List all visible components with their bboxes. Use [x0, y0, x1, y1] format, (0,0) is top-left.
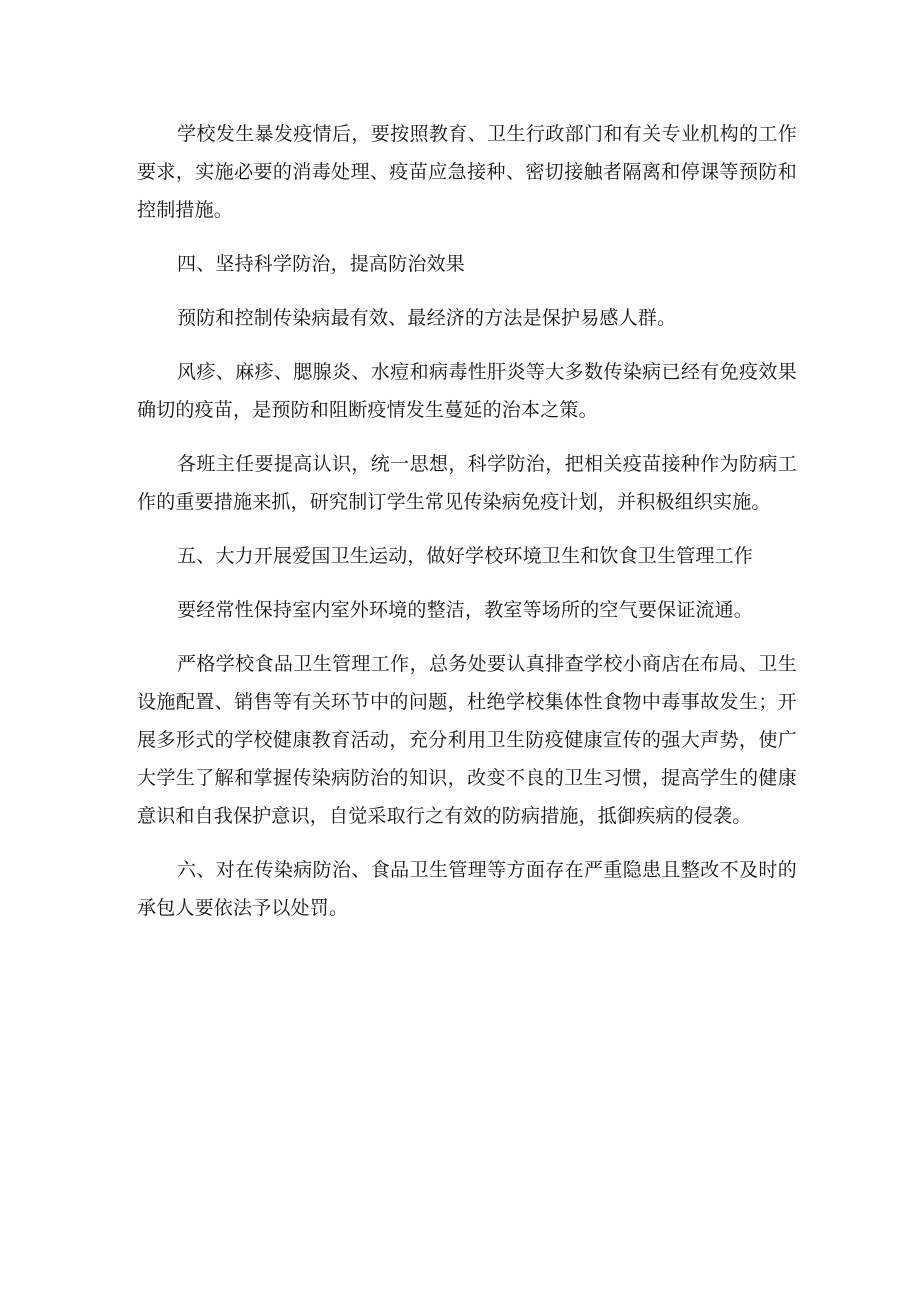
paragraph-protect-susceptible: 预防和控制传染病最有效、最经济的方法是保护易感人群。 [177, 307, 677, 329]
paragraph-vaccines: 风疹、麻疹、腮腺炎、水痘和病毒性肝炎等大多数传染病已经有免疫效果确切的疫苗，是预防和阻断疫情发生蔓延的治本之策。 [137, 361, 797, 421]
section-heading-4: 四、坚持科学防治，提高防治效果 [177, 253, 466, 275]
section-heading-5: 五、大力开展爱国卫生运动，做好学校环境卫生和饮食卫生管理工作 [177, 545, 754, 567]
paragraph-environment: 要经常性保持室内室外环境的整洁，教室等场所的空气要保证流通。 [177, 599, 754, 621]
paragraph-food-hygiene: 严格学校食品卫生管理工作，总务处要认真排查学校小商店在布局、卫生设施配置、销售等有关环节中的问题，杜绝学校集体性食物中毒事故发生；开展多形式的学校健康教育活动，充分利用卫生防疫健康宣传的强大声势，使广大学生了解和掌握传染病防治的知识，改变不良的卫生习惯，提高学生的健康意识和自我保护意识，自觉采取行之有效的防病措施，抵御疾病的侵袭。 [137, 653, 797, 827]
paragraph-class-teachers: 各班主任要提高认识，统一思想，科学防治，把相关疫苗接种作为防病工作的重要措施来抓，研究制订学生常见传染病免疫计划，并积极组织实施。 [137, 453, 797, 513]
paragraph-outbreak-measures: 学校发生暴发疫情后，要按照教育、卫生行政部门和有关专业机构的工作要求，实施必要的消毒处理、疫苗应急接种、密切接触者隔离和停课等预防和控制措施。 [137, 123, 797, 221]
paragraph-penalties: 六、对在传染病防治、食品卫生管理等方面存在严重隐患且整改不及时的承包人要依法予以处罚。 [137, 859, 797, 919]
document-body [137, 115, 797, 943]
